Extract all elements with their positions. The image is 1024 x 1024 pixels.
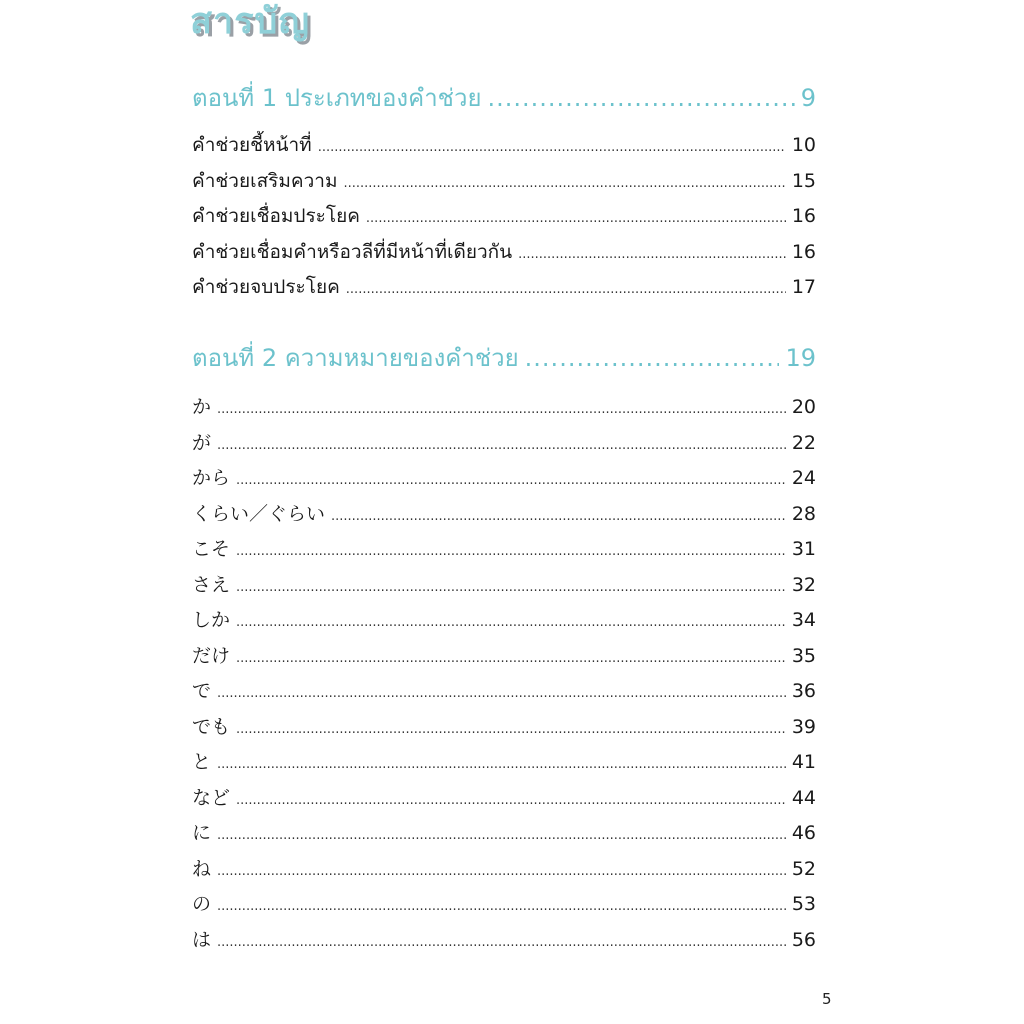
entry-label: ね [192, 858, 212, 880]
entry-page: 22 [791, 432, 816, 454]
dot-leader [318, 140, 786, 155]
entry-label: คำช่วยเสริมความ [192, 170, 338, 192]
toc-entry[interactable] [192, 570, 816, 597]
entry-page: 46 [791, 822, 816, 844]
toc-entry[interactable] [192, 463, 816, 490]
entry-page: 31 [791, 538, 816, 560]
toc-section-2[interactable] [192, 338, 816, 377]
toc-entry[interactable] [192, 605, 816, 632]
entry-page: 53 [791, 893, 816, 915]
entry-page: 52 [791, 858, 816, 880]
entry-label: から [192, 467, 231, 489]
section-label: ตอนที่ 2 ความหมายของคำช่วย [192, 344, 519, 372]
toc-entry[interactable] [192, 428, 816, 455]
toc-entry[interactable] [192, 130, 816, 160]
page-title: สารบัญ [190, 1, 311, 42]
entry-page: 32 [791, 574, 816, 596]
dot-leader [236, 722, 786, 737]
toc-entry[interactable] [192, 818, 816, 845]
entry-page: 16 [791, 241, 816, 263]
entry-page: 10 [791, 134, 816, 156]
dot-leader [236, 615, 786, 630]
dot-leader [346, 282, 786, 297]
entry-label: は [192, 929, 212, 951]
dot-leader [217, 864, 786, 879]
page-number: 5 [822, 990, 832, 1008]
dot-leader [236, 473, 786, 488]
entry-label: と [192, 751, 212, 773]
entry-page: 41 [791, 751, 816, 773]
entry-label: でも [192, 716, 231, 738]
entry-page: 44 [791, 787, 816, 809]
dot-leader [366, 211, 786, 226]
entry-page: 36 [791, 680, 816, 702]
section-label: ตอนที่ 1 ประเภทของคำช่วย [192, 84, 482, 112]
toc-entry[interactable] [192, 166, 816, 196]
dot-leader [217, 757, 786, 772]
entry-page: 35 [791, 645, 816, 667]
entry-label: が [192, 432, 212, 454]
entry-page: 28 [791, 503, 816, 525]
entry-label: の [192, 893, 212, 915]
toc-entry[interactable] [192, 712, 816, 739]
entry-label: こそ [192, 538, 231, 560]
dot-leader [217, 686, 786, 701]
dot-leader [236, 651, 786, 666]
entry-page: 34 [791, 609, 816, 631]
dot-leader [331, 509, 786, 524]
entry-page: 16 [791, 205, 816, 227]
dot-leader [236, 580, 786, 595]
section-page: 19 [785, 344, 816, 372]
entry-label: で [192, 680, 212, 702]
dot-leader [217, 935, 786, 950]
toc-entry[interactable] [192, 641, 816, 668]
toc-entry[interactable] [192, 272, 816, 302]
entry-label: くらい／ぐらい [192, 503, 326, 525]
entry-label: か [192, 396, 212, 418]
toc-entry[interactable] [192, 747, 816, 774]
dot-leader [217, 899, 786, 914]
dot-leader [236, 544, 786, 559]
entry-label: さえ [192, 574, 231, 596]
dot-leader [217, 828, 786, 843]
toc-entry[interactable] [192, 854, 816, 881]
toc-entry[interactable] [192, 783, 816, 810]
entry-page: 56 [791, 929, 816, 951]
entry-page: 15 [791, 170, 816, 192]
entry-label: しか [192, 609, 231, 631]
toc-entry[interactable] [192, 499, 816, 526]
entry-label: คำช่วยเชื่อมประโยค [192, 205, 360, 227]
dot-leader [217, 438, 786, 453]
dot-leader [518, 247, 786, 262]
entry-label: など [192, 787, 231, 809]
entry-label: に [192, 822, 212, 844]
entry-label: だけ [192, 645, 231, 667]
toc-entry[interactable] [192, 889, 816, 916]
dot-leader [488, 84, 795, 112]
toc-entry[interactable] [192, 925, 816, 952]
dot-leader [236, 793, 786, 808]
toc-section-1[interactable] [192, 78, 816, 117]
section-page: 9 [800, 84, 816, 112]
entry-page: 24 [791, 467, 816, 489]
dot-leader [343, 176, 785, 191]
entry-label: คำช่วยเชื่อมคำหรือวลีที่มีหน้าที่เดียวกัน [192, 241, 513, 263]
dot-leader [525, 344, 780, 372]
toc-entry[interactable] [192, 201, 816, 231]
toc-entry[interactable] [192, 392, 816, 419]
toc-entry[interactable] [192, 676, 816, 703]
entry-page: 20 [791, 396, 816, 418]
entry-page: 17 [791, 276, 816, 298]
entry-label: คำช่วยจบประโยค [192, 276, 340, 298]
dot-leader [217, 402, 786, 417]
entry-page: 39 [791, 716, 816, 738]
toc-entry[interactable] [192, 534, 816, 561]
entry-label: คำช่วยชี้หน้าที่ [192, 134, 312, 156]
toc-entry[interactable] [192, 237, 816, 267]
